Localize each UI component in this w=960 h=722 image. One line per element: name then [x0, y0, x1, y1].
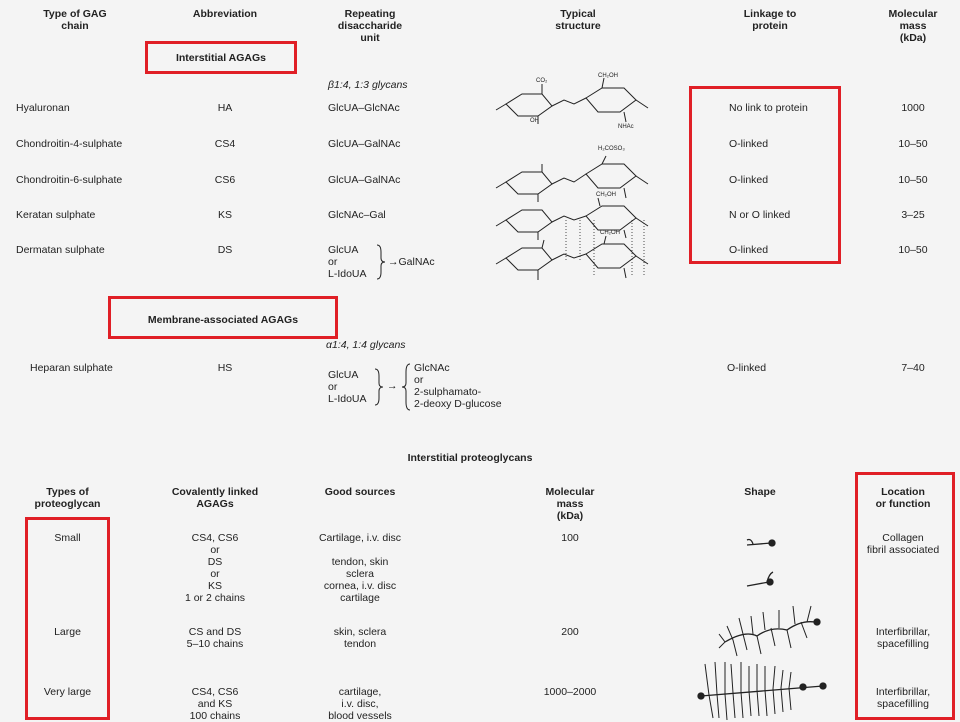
highlight-box-linkage — [689, 86, 841, 264]
row-unit-b: L-IdoUA — [328, 268, 367, 280]
membrane-heading: Membrane-associated AGAGs — [147, 314, 299, 326]
heparan-target-b: 2-sulphamato- — [414, 386, 482, 398]
row-abbrev: DS — [217, 244, 233, 256]
pg-row-mass: 1000–2000 — [543, 686, 597, 698]
heparan-arrow: → — [387, 380, 398, 392]
brace-hs-right — [401, 363, 411, 411]
pg-row-location: Interfibrillar, spacefilling — [875, 686, 931, 710]
row-type: Dermatan sulphate — [16, 244, 105, 256]
pg-row-location: Interfibrillar, spacefilling — [875, 626, 931, 650]
row-mass: 10–50 — [898, 244, 928, 256]
highlight-box-types — [25, 517, 110, 720]
pg-row-type: Large — [54, 626, 81, 638]
row-unit-arrow: →GalNAc — [388, 256, 435, 268]
row-unit-or: or — [328, 256, 338, 268]
row-abbrev: CS6 — [214, 174, 236, 186]
row-type: Hyaluronan — [16, 102, 70, 114]
row-unit: GlcUA–GalNAc — [328, 138, 401, 150]
interstitial-heading: Interstitial AGAGs — [175, 52, 267, 64]
brace-hs-left — [374, 368, 384, 406]
row-linkage: No link to protein — [729, 102, 808, 114]
label-h2coso3: H₂COSO₃ — [598, 146, 625, 152]
pg-row-sources: Cartilage, i.v. disc tendon, skin sclera cornea, i.v. disc cartilage — [318, 532, 402, 604]
row-mass: 1000 — [901, 102, 925, 114]
header-gag-type: Type of GAG chain — [43, 8, 107, 32]
heparan-abbrev: HS — [217, 362, 233, 374]
row-type: Chondroitin-6-sulphate — [16, 174, 123, 186]
pg-row-mass: 200 — [561, 626, 579, 638]
label-ch2oh: CH₂OH — [598, 73, 618, 79]
header-repeating-unit: Repeating disaccharide unit — [337, 8, 403, 44]
row-linkage: O-linked — [729, 174, 769, 186]
row-unit: GlcUA–GalNAc — [328, 174, 401, 186]
pg-header-mass: Molecular mass (kDa) — [545, 486, 595, 522]
pg-header-location: Location or function — [875, 486, 931, 510]
pg-row-type: Small — [54, 532, 81, 544]
header-molecular-mass: Molecular mass (kDa) — [888, 8, 938, 44]
pg-row-mass: 100 — [561, 532, 579, 544]
proteoglycan-shapes — [695, 530, 845, 720]
row-linkage: O-linked — [729, 244, 769, 256]
pg-header-shape: Shape — [744, 486, 776, 498]
pg-row-sources: cartilage, i.v. disc, blood vessels — [328, 686, 392, 722]
heparan-mass: 7–40 — [901, 362, 925, 374]
heparan-target-or: or — [414, 374, 424, 386]
heparan-unit-a: GlcUA — [328, 369, 359, 381]
row-abbrev: CS4 — [214, 138, 236, 150]
highlight-box-location — [855, 472, 955, 720]
row-linkage: O-linked — [729, 138, 769, 150]
row-mass: 10–50 — [898, 174, 928, 186]
header-abbreviation: Abbreviation — [192, 8, 258, 20]
heparan-target-a: GlcNAc — [414, 362, 450, 374]
pg-row-type: Very large — [43, 686, 92, 698]
pg-header-types: Types of proteoglycan — [34, 486, 101, 510]
pg-header-sources: Good sources — [324, 486, 396, 498]
row-mass: 3–25 — [901, 209, 925, 221]
pg-row-agags: CS4, CS6 or DS or KS 1 or 2 chains — [184, 532, 246, 604]
pg-row-sources: skin, sclera tendon — [333, 626, 387, 650]
row-mass: 10–50 — [898, 138, 928, 150]
interstitial-glycan-label: β1:4, 1:3 glycans — [328, 79, 408, 91]
heparan-target-c: 2-deoxy D-glucose — [414, 398, 502, 410]
row-abbrev: KS — [217, 209, 232, 221]
row-unit: GlcNAc–Gal — [328, 209, 386, 221]
label-co2: CO₂ — [536, 78, 548, 84]
heparan-type: Heparan sulphate — [30, 362, 113, 374]
pg-row-agags: CS4, CS6 and KS 100 chains — [189, 686, 241, 722]
row-unit-a: GlcUA — [328, 244, 359, 256]
typical-structure-diagrams — [494, 70, 664, 290]
heparan-unit-or: or — [328, 381, 338, 393]
membrane-glycan-label: α1:4, 1:4 glycans — [326, 339, 406, 351]
brace-ds — [376, 244, 386, 280]
heparan-unit-b: L-IdoUA — [328, 393, 367, 405]
pg-row-location: Collagen fibril associated — [866, 532, 940, 556]
row-linkage: N or O linked — [729, 209, 791, 221]
proteoglycan-title: Interstitial proteoglycans — [407, 452, 533, 464]
label-oh: OH — [530, 118, 539, 124]
row-unit: GlcUA–GlcNAc — [328, 102, 400, 114]
pg-header-agags: Covalently linked AGAGs — [171, 486, 259, 510]
pg-row-agags: CS and DS 5–10 chains — [186, 626, 244, 650]
header-structure: Typical structure — [555, 8, 601, 32]
label-ch2oh-ds: CH₂OH — [600, 230, 620, 236]
label-ch2oh-ks: CH₂OH — [596, 192, 616, 198]
row-type: Keratan sulphate — [16, 209, 96, 221]
row-type: Chondroitin-4-sulphate — [16, 138, 123, 150]
label-nhac: NHAc — [618, 124, 634, 130]
header-linkage: Linkage to protein — [743, 8, 797, 32]
row-abbrev: HA — [217, 102, 233, 114]
heparan-linkage: O-linked — [727, 362, 767, 374]
